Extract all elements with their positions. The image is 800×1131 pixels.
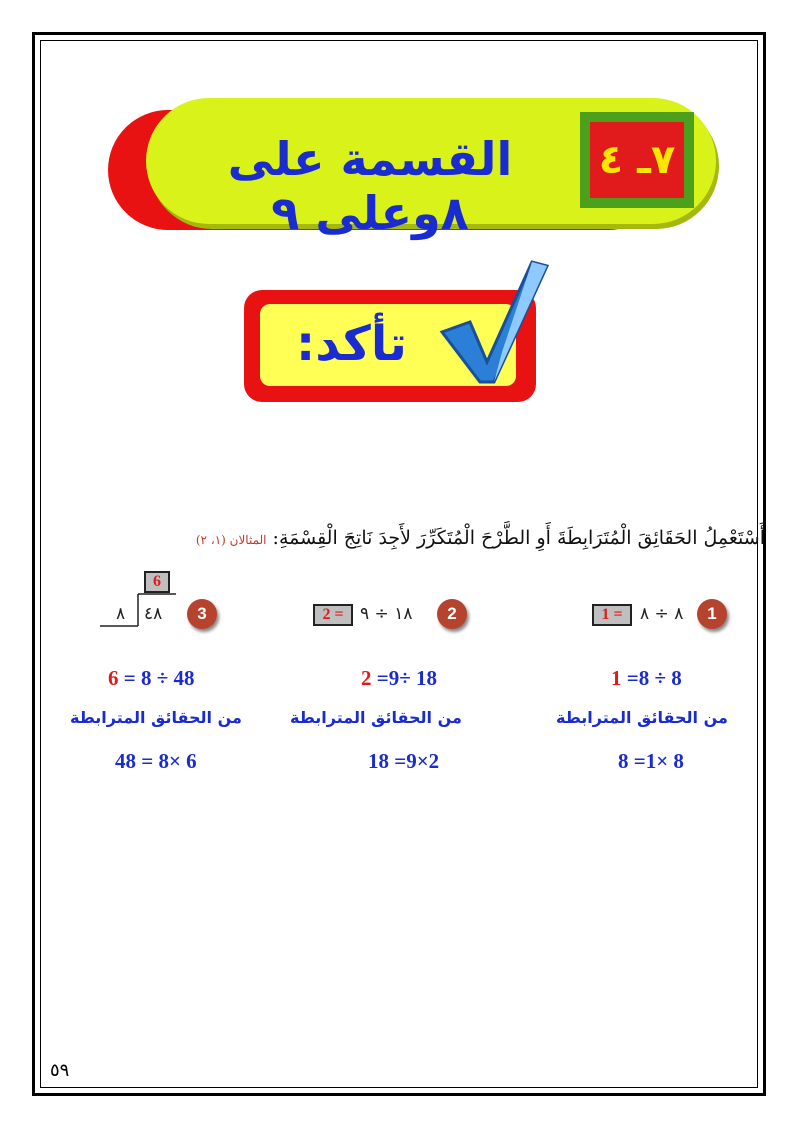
dividend: ٤٨ [144,604,163,624]
exercise-instruction [185,527,765,549]
solution-expression: = 8 ÷ 48 [123,666,195,690]
section-number: ٧ـ ٤ [590,122,684,198]
answer-box[interactable]: 1 = [592,604,632,626]
problem-number-badge: 1 [697,599,727,629]
related-fact: 48 = 8× 6 [115,749,197,773]
divisor: ٨ [116,604,126,624]
solution-result: 1 [611,666,622,690]
answer-box[interactable]: 2 = [313,604,353,626]
page-number: ٥٩ [50,1060,70,1081]
related-facts-label: من الحقائق المترابطة [556,708,728,727]
problem-number-badge: 2 [437,599,467,629]
related-fact: 8 =1× 8 [618,749,684,773]
long-division-bracket [98,590,178,630]
solution-expression: =9÷ 18 [376,666,437,690]
answer-box[interactable]: 6 [144,571,170,593]
section-number-box [580,112,694,208]
check-heading-label: تأكد: [296,316,407,372]
examples-reference: المثالان (١، ٢) [195,533,267,547]
checkmark-icon [432,252,552,392]
related-facts-label: من الحقائق المترابطة [70,708,242,727]
instruction-text: أَسْتَعْمِلُ الحَقَائِقَ الْمُتَرَابِطَةَ أَوِ الطَّرْحَ الْمُتَكَرِّرَ لأَجِدَ نَاتِجَ الْقِسْمَةِ: [272,527,765,549]
problem-expression: ١٨ ÷ ٩ [360,604,413,624]
solution-line [108,666,195,691]
lesson-title: القسمة على ٨وعلى ٩ [227,132,513,240]
problem-expression: ٨ ÷ ٨ [640,604,684,624]
solution-line [611,666,682,691]
solution-expression: =8 ÷ 8 [626,666,682,690]
solution-result: 2 [361,666,372,690]
related-fact: 18 =9×2 [368,749,440,773]
lesson-title-banner [100,92,720,252]
solution-result: 6 [108,666,119,690]
solution-line [361,666,437,691]
related-facts-label: من الحقائق المترابطة [290,708,462,727]
check-heading-box [244,290,536,402]
problem-number-badge: 3 [187,599,217,629]
